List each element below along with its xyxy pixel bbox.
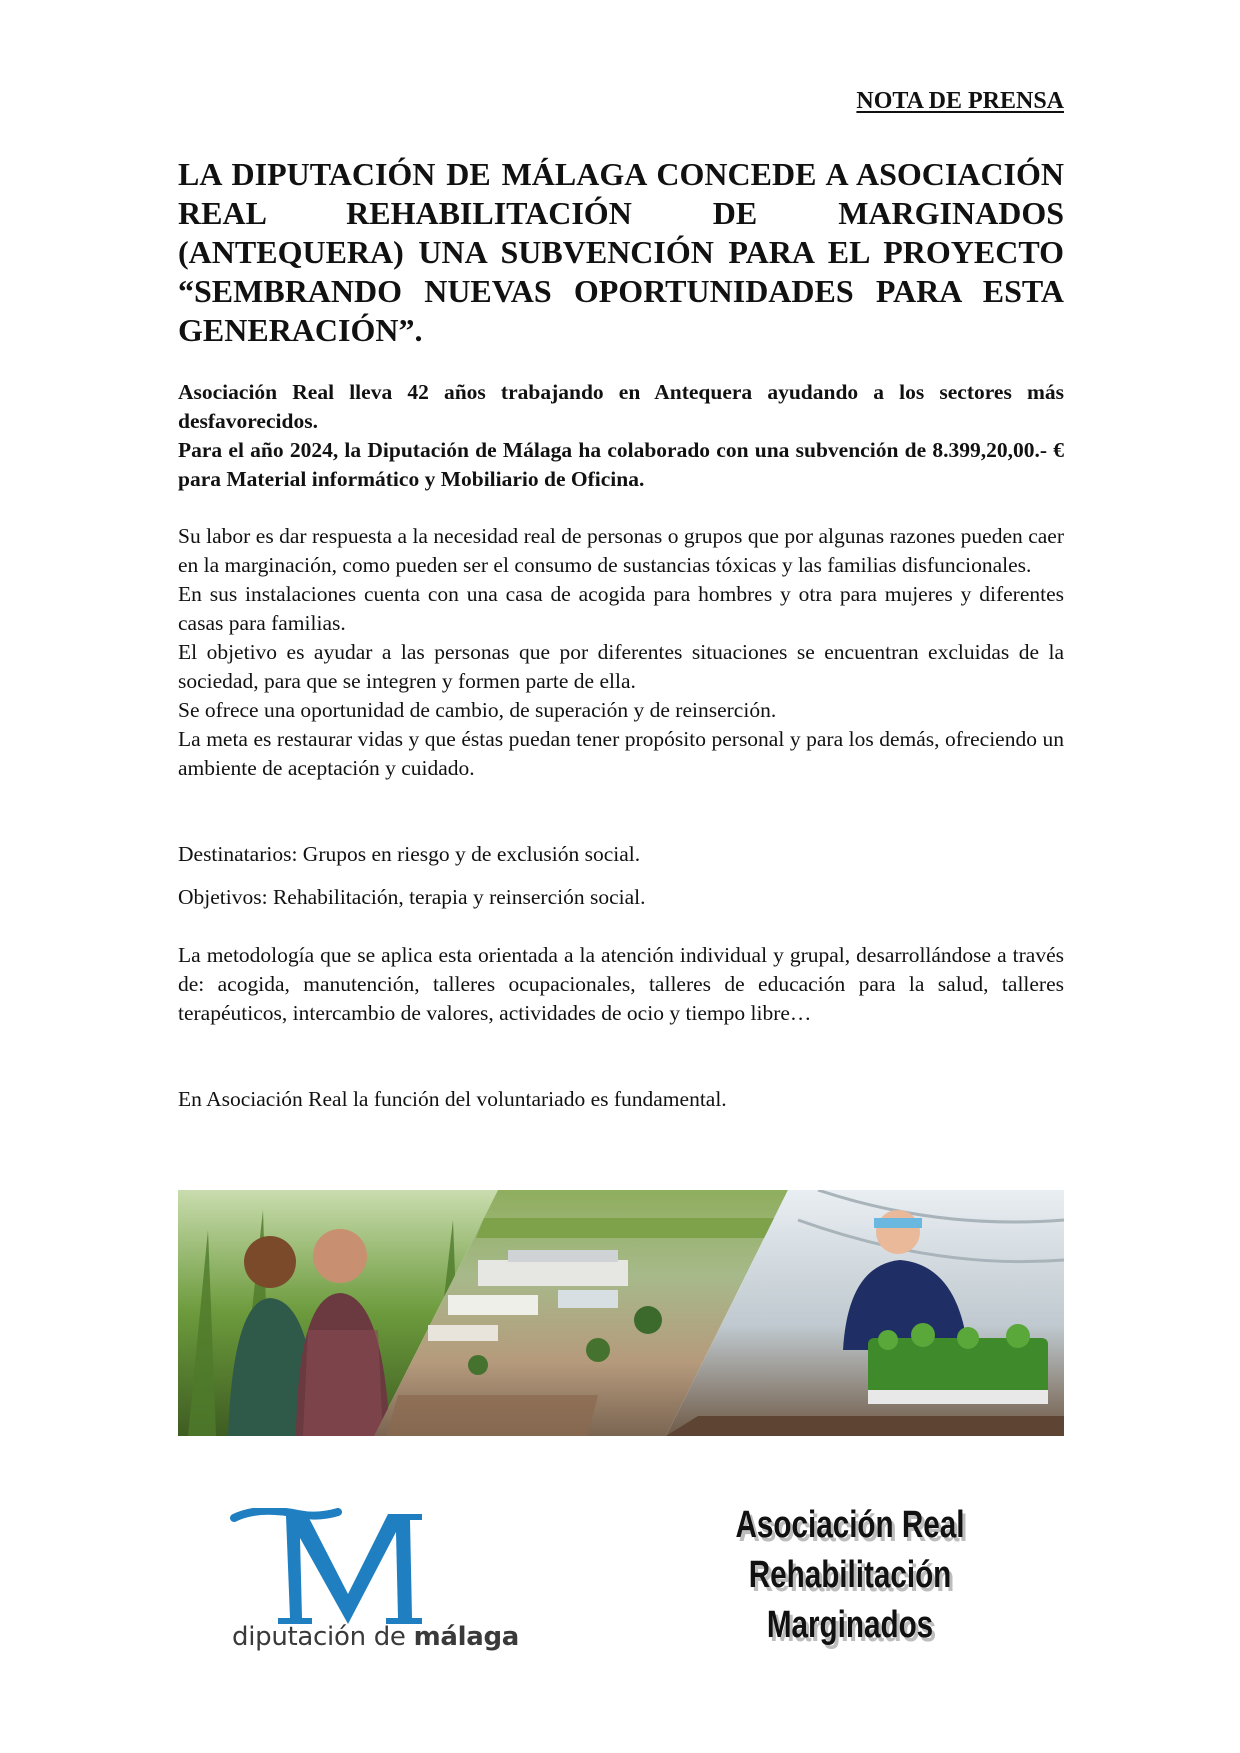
asociacion-logo-line: Asociación Real [735, 1504, 965, 1546]
body-text [178, 522, 1064, 783]
metodologia-text: La metodología que se aplica esta orientada a la atención individual y grupal, desarrollándose a través de: acogida, manutención, talleres ocupacionales, talleres de educación para la salud, talleres terapéuticos, intercambio de valores, actividades de ocio y tiempo libre… [178, 943, 1064, 1025]
lead-line: Asociación Real lleva 42 años trabajando en Antequera ayudando a los sectores más desfavorecidos. [178, 380, 1064, 433]
photo-collage [178, 1190, 1064, 1436]
diputacion-logo-text [232, 1622, 519, 1652]
diputacion-prefix: diputación de [232, 1622, 414, 1652]
lead-line: Para el año 2024, la Diputación de Málaga ha colaborado con una subvención de 8.399,20,00.- € para Material informático y Mobiliario de Oficina. [178, 438, 1064, 491]
destinatarios-text: Destinatarios: Grupos en riesgo y de exclusión social. [178, 842, 641, 866]
objetivos-text: Objetivos: Rehabilitación, terapia y reinserción social. [178, 885, 646, 909]
lead-paragraph [178, 378, 1064, 494]
body-paragraph: Se ofrece una oportunidad de cambio, de superación y de reinserción. [178, 698, 777, 722]
press-release-label: NOTA DE PRENSA [856, 88, 1064, 114]
diputacion-name: málaga [413, 1622, 520, 1652]
asociacion-logo-line: Rehabilitación [748, 1554, 952, 1596]
voluntariado-text: En Asociación Real la función del voluntariado es fundamental. [178, 1087, 727, 1111]
body-paragraph: Su labor es dar respuesta a la necesidad real de personas o grupos que por algunas razones pueden caer en la marginación, como pueden ser el consumo de sustancias tóxicas y las familias disfuncionales. [178, 524, 1064, 577]
headline: LA DIPUTACIÓN DE MÁLAGA CONCEDE A ASOCIACIÓN REAL REHABILITACIÓN DE MARGINADOS (ANTEQUERA) UNA SUBVENCIÓN PARA EL PROYECTO “SEMBRANDO NUEVAS OPORTUNIDADES PARA ESTA GENERACIÓN”. [178, 156, 1064, 348]
asociacion-real-logo [733, 1500, 967, 1650]
body-paragraph: La meta es restaurar vidas y que éstas puedan tener propósito personal y para los demás, ofreciendo un ambiente de aceptación y cuidado. [178, 727, 1064, 780]
asociacion-logo-line: Marginados [766, 1604, 934, 1646]
body-paragraph: En sus instalaciones cuenta con una casa de acogida para hombres y otra para mujeres y diferentes casas para familias. [178, 582, 1064, 635]
body-paragraph: El objetivo es ayudar a las personas que por diferentes situaciones se encuentran excluidas de la sociedad, para que se integren y formen parte de ella. [178, 640, 1064, 693]
